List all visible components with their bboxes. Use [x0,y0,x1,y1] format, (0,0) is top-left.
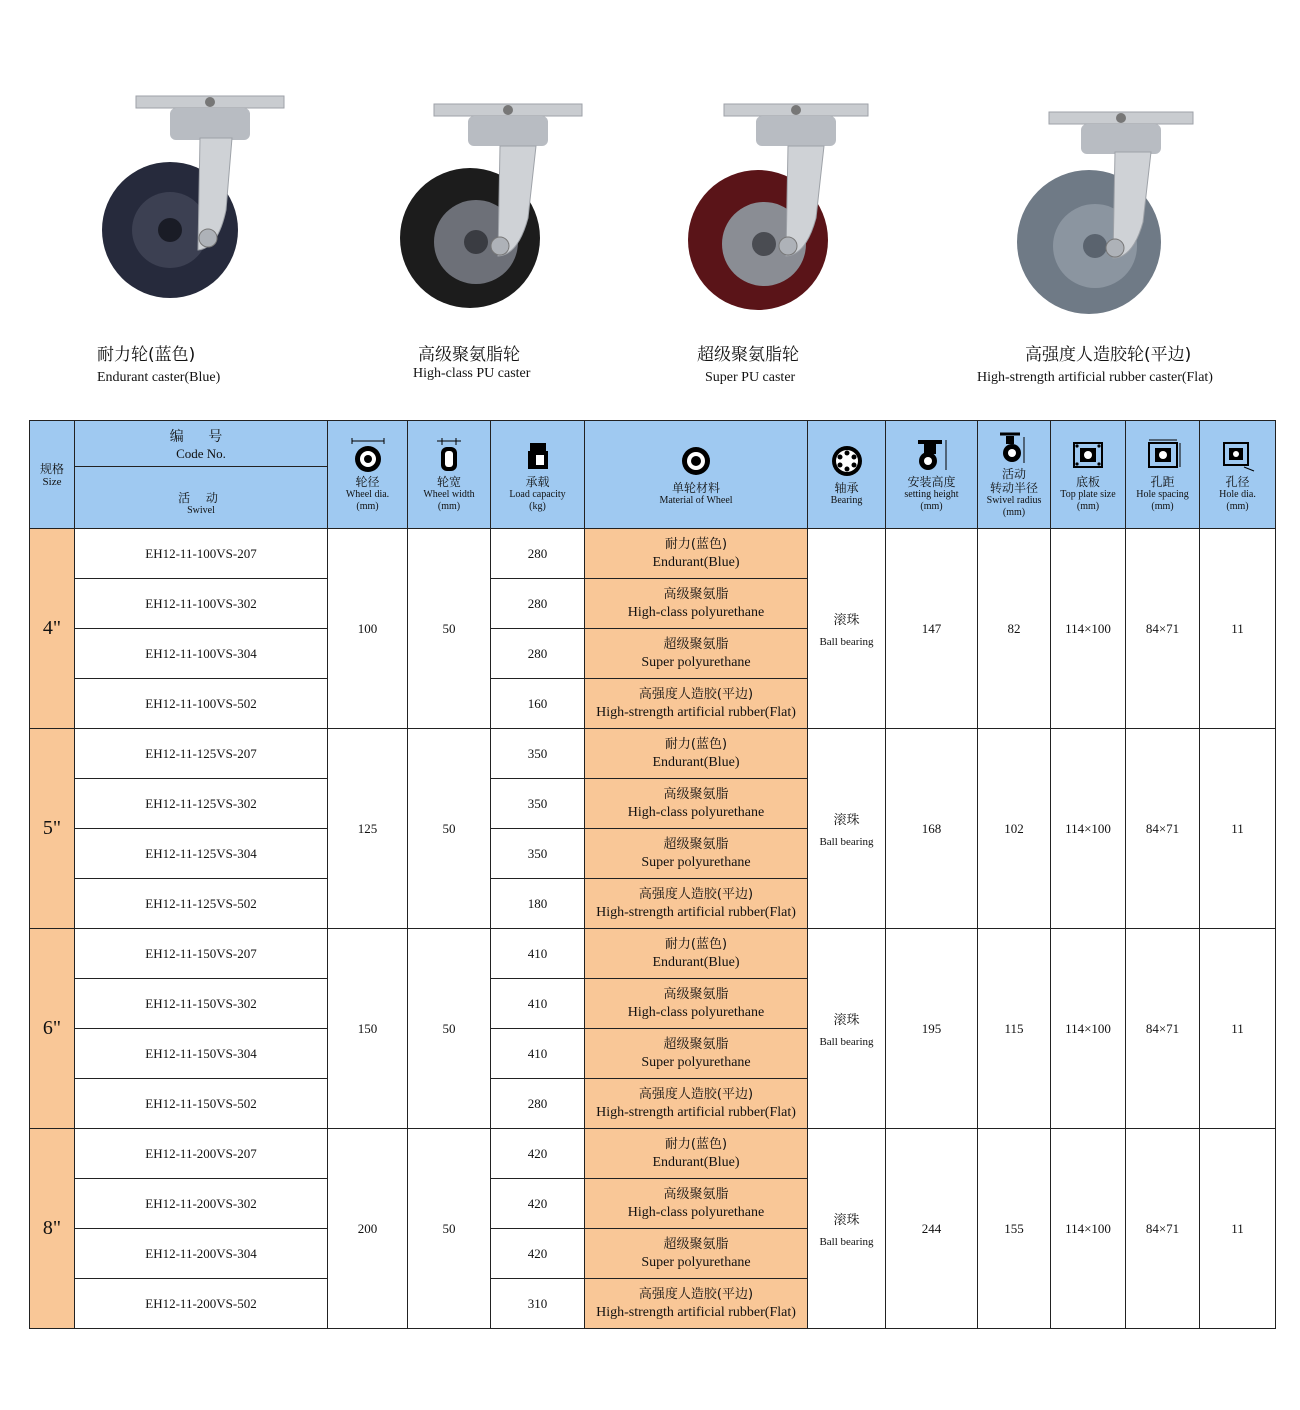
material-cell [585,879,808,929]
plate-en: Top plate size [1060,488,1116,500]
material-cell [585,1079,808,1129]
code-header-en: Code No. [176,445,226,461]
material-cn: 超级聚氨脂 [663,1036,729,1052]
table-row [30,529,1276,579]
spacing-cell: 84×71 [1126,1129,1200,1329]
radius-cn: 转动半径 [989,480,1038,495]
material-cn: 耐力(蓝色) [664,736,728,752]
material-cell [585,1279,808,1329]
code-cell: EH12-11-150VS-502 [75,1079,328,1129]
product-name-cn: 高强度人造胶轮(平边) [1025,345,1192,365]
spacing-cn: 孔距 [1150,474,1175,489]
spacing-header [1126,421,1200,529]
radius-cell: 82 [978,529,1051,729]
load-cell: 280 [491,579,585,629]
product-card [975,90,1275,390]
hole-spacing-icon [1143,437,1183,473]
wheel-width-en: Wheel width [423,488,475,500]
material-cell [585,629,808,679]
material-en: Endurant(Blue) [652,754,740,770]
material-cn: 耐力(蓝色) [664,536,728,552]
bearing-en: Ball bearing [819,636,874,648]
load-en: Load capacity [509,488,566,500]
code-cell: EH12-11-125VS-207 [75,729,328,779]
load-cell: 180 [491,879,585,929]
code-cell: EH12-11-200VS-502 [75,1279,328,1329]
load-cell: 410 [491,929,585,979]
load-cell: 410 [491,979,585,1029]
bearing-icon [827,443,867,479]
material-cell [585,729,808,779]
wheel-width-cell: 50 [408,1129,491,1329]
material-cell [585,979,808,1029]
code-cell: EH12-11-100VS-304 [75,629,328,679]
size-header [30,421,75,529]
top-plate-icon [1068,437,1108,473]
wheel-width-header [408,421,491,529]
material-cell [585,579,808,629]
bearing-header [808,421,886,529]
load-cell: 280 [491,629,585,679]
product-name-en: High-class PU caster [413,366,531,381]
load-cell: 350 [491,829,585,879]
product-name-cn: 高级聚氨脂轮 [418,345,520,365]
material-en: High-strength artificial rubber(Flat) [596,904,796,920]
material-en: High-class polyurethane [627,1004,765,1020]
table-row [30,729,1276,779]
load-unit: (kg) [529,500,546,512]
code-header [75,421,328,467]
table-row [30,1129,1276,1179]
load-cell: 410 [491,1029,585,1079]
material-en: High-strength artificial rubber(Flat) [596,1104,796,1120]
radius-unit: (mm) [1002,506,1026,518]
bearing-cn: 滚珠 [833,813,860,828]
code-cell: EH12-11-100VS-207 [75,529,328,579]
wheel-dia-cn: 轮径 [355,474,380,489]
size-header-en: Size [42,475,62,488]
radius-cn-top: 活动 [1001,466,1026,481]
hole-header [1200,421,1276,529]
material-en: Endurant(Blue) [652,554,740,570]
wheel-material-icon [676,443,716,479]
material-cn: 耐力(蓝色) [664,936,728,952]
size-cell: 4" [30,529,75,729]
load-cell: 160 [491,679,585,729]
wheel-width-cell: 50 [408,729,491,929]
hole-cell: 11 [1200,929,1276,1129]
material-cn: 超级聚氨脂 [663,1236,729,1252]
size-cell: 5" [30,729,75,929]
bearing-cell [808,529,886,729]
plate-cell: 114×100 [1051,929,1126,1129]
size-cell: 8" [30,1129,75,1329]
code-cell: EH12-11-150VS-304 [75,1029,328,1079]
caster-image [50,90,310,330]
material-header [585,421,808,529]
code-cell: EH12-11-200VS-302 [75,1179,328,1229]
hole-dia-icon [1218,437,1258,473]
plate-cn: 底板 [1075,474,1100,489]
wheel-dia-cell: 150 [328,929,408,1129]
swivel-en: Swivel [187,504,215,516]
wheel-width-cn: 轮宽 [436,474,461,489]
caster-image [975,90,1235,330]
material-en: High-strength artificial rubber(Flat) [596,1304,796,1320]
hole-cn: 孔径 [1225,474,1250,489]
plate-cell: 114×100 [1051,529,1126,729]
product-name-cn: 超级聚氨脂轮 [697,345,799,365]
product-card [50,90,310,390]
height-cell: 168 [886,729,978,929]
load-cell: 420 [491,1179,585,1229]
load-cell: 420 [491,1229,585,1279]
material-cn: 高强度人造胶(平边) [638,1086,754,1102]
product-card [640,90,900,390]
material-cn: 高强度人造胶(平边) [638,886,754,902]
material-cell [585,679,808,729]
load-icon [518,437,558,473]
height-header [886,421,978,529]
code-cell: EH12-11-150VS-207 [75,929,328,979]
material-cn: 高级聚氨脂 [663,786,729,802]
height-cn: 安装高度 [907,474,956,489]
material-en: Material of Wheel [659,494,733,506]
code-cell: EH12-11-150VS-302 [75,979,328,1029]
spacing-cell: 84×71 [1126,929,1200,1129]
wheel-dia-cell: 125 [328,729,408,929]
swivel-radius-icon [994,431,1034,467]
code-cell: EH12-11-125VS-302 [75,779,328,829]
material-cn: 高级聚氨脂 [663,986,729,1002]
load-cn: 承载 [525,474,550,489]
spacing-en: Hole spacing [1136,488,1189,500]
load-cell: 280 [491,529,585,579]
spacing-unit: (mm) [1151,500,1174,512]
bearing-cell [808,1129,886,1329]
wheel-width-icon [429,437,469,473]
material-cn: 超级聚氨脂 [663,636,729,652]
wheel-dia-icon [348,437,388,473]
load-cell: 280 [491,1079,585,1129]
hole-cell: 11 [1200,729,1276,929]
plate-header [1051,421,1126,529]
load-cell: 420 [491,1129,585,1179]
spacing-cell: 84×71 [1126,529,1200,729]
product-name-en: Endurant caster(Blue) [97,370,221,385]
load-cell: 310 [491,1279,585,1329]
load-header [491,421,585,529]
code-cell: EH12-11-125VS-304 [75,829,328,879]
material-cell [585,1029,808,1079]
material-en: Endurant(Blue) [652,1154,740,1170]
material-en: Super polyurethane [641,854,751,870]
hole-cell: 11 [1200,1129,1276,1329]
material-cell [585,1129,808,1179]
load-cell: 350 [491,779,585,829]
wheel-dia-cell: 200 [328,1129,408,1329]
spec-table [29,420,1276,1329]
code-header-cn: 编 号 [169,428,233,445]
material-cell [585,829,808,879]
height-en: setting height [904,488,959,500]
bearing-cn: 滚珠 [833,613,860,628]
material-en: High-strength artificial rubber(Flat) [596,704,796,720]
bearing-en: Ball bearing [819,1036,874,1048]
bearing-cn: 滚珠 [833,1213,860,1228]
material-cn: 耐力(蓝色) [664,1136,728,1152]
code-cell: EH12-11-125VS-502 [75,879,328,929]
radius-cell: 155 [978,1129,1051,1329]
size-cell: 6" [30,929,75,1129]
code-cell: EH12-11-200VS-304 [75,1229,328,1279]
plate-unit: (mm) [1076,500,1100,512]
bearing-cell [808,929,886,1129]
material-en: Super polyurethane [641,1054,751,1070]
table-row [30,929,1276,979]
spacing-cell: 84×71 [1126,729,1200,929]
material-cn: 高强度人造胶(平边) [638,686,754,702]
material-en: High-class polyurethane [627,804,765,820]
material-en: High-class polyurethane [627,1204,765,1220]
plate-cell: 114×100 [1051,1129,1126,1329]
hole-unit: (mm) [1226,500,1249,512]
wheel-width-cell: 50 [408,529,491,729]
material-cell [585,1179,808,1229]
material-cell [585,529,808,579]
height-cell: 147 [886,529,978,729]
height-unit: (mm) [920,500,943,512]
hole-en: Hole dia. [1219,488,1256,500]
plate-cell: 114×100 [1051,729,1126,929]
radius-header [978,421,1051,529]
product-card [350,90,610,390]
swivel-header [75,467,328,529]
radius-cell: 115 [978,929,1051,1129]
caster-image [350,90,610,330]
setting-height-icon [912,437,952,473]
product-name-en: Super PU caster [705,370,796,385]
load-cell: 350 [491,729,585,779]
material-en: Super polyurethane [641,654,751,670]
radius-cell: 102 [978,729,1051,929]
bearing-en: Ball bearing [819,1236,874,1248]
size-header-cn: 规格 [39,461,64,476]
code-cell: EH12-11-100VS-302 [75,579,328,629]
bearing-en: Bearing [830,494,863,506]
wheel-width-cell: 50 [408,929,491,1129]
material-en: Super polyurethane [641,1254,751,1270]
material-cn: 高级聚氨脂 [663,586,729,602]
code-cell: EH12-11-100VS-502 [75,679,328,729]
swivel-cn: 活 动 [178,490,224,505]
material-cn: 单轮材料 [671,480,720,495]
height-cell: 244 [886,1129,978,1329]
material-cn: 高强度人造胶(平边) [638,1286,754,1302]
wheel-dia-cell: 100 [328,529,408,729]
radius-en: Swivel radius [986,494,1042,506]
material-cell [585,929,808,979]
hole-cell: 11 [1200,529,1276,729]
code-cell: EH12-11-200VS-207 [75,1129,328,1179]
bearing-cn: 滚珠 [833,1013,860,1028]
material-cell [585,779,808,829]
caster-image [640,90,900,330]
bearing-cn: 轴承 [834,480,859,495]
material-en: High-class polyurethane [627,604,765,620]
bearing-cell [808,729,886,929]
material-en: Endurant(Blue) [652,954,740,970]
height-cell: 195 [886,929,978,1129]
product-name-cn: 耐力轮(蓝色) [97,345,196,365]
wheel-dia-en: Wheel dia. [345,488,390,500]
wheel-dia-header [328,421,408,529]
material-cell [585,1229,808,1279]
bearing-en: Ball bearing [819,836,874,848]
wheel-dia-unit: (mm) [356,500,379,512]
wheel-width-unit: (mm) [437,500,461,512]
material-cn: 高级聚氨脂 [663,1186,729,1202]
product-name-en: High-strength artificial rubber caster(Flat) [977,370,1213,385]
material-cn: 超级聚氨脂 [663,836,729,852]
